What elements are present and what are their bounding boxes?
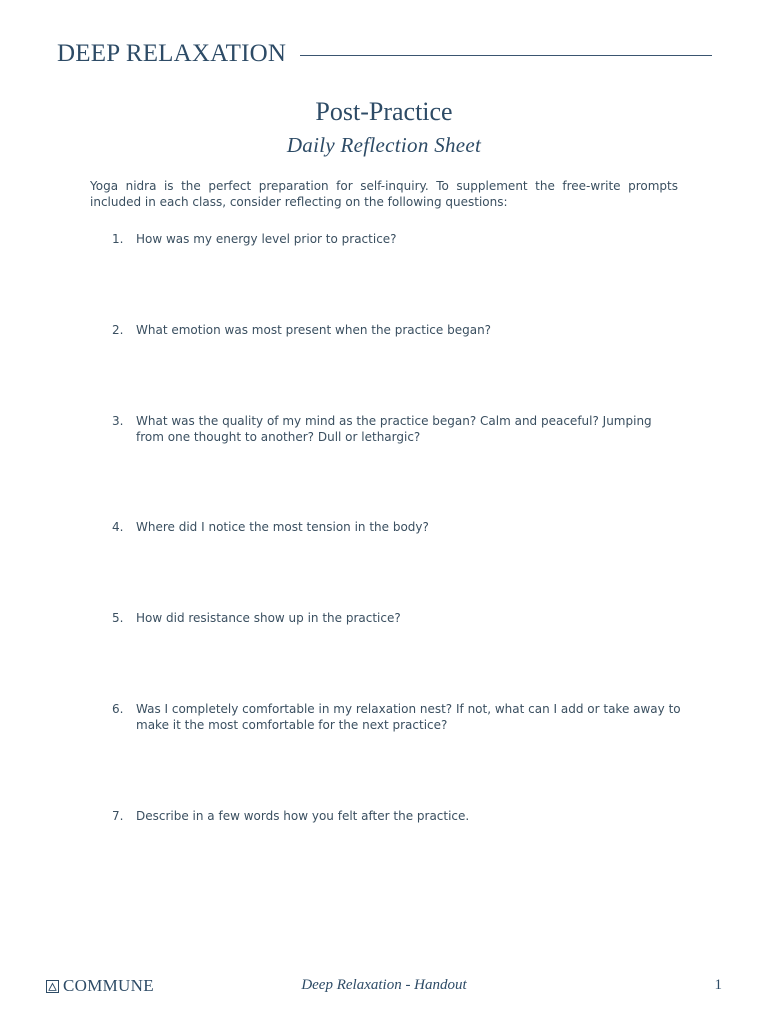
question-text: Describe in a few words how you felt after the practice. <box>136 809 470 823</box>
question-item <box>112 413 682 445</box>
question-number: 4. <box>112 520 124 534</box>
intro-paragraph: Yoga nidra is the perfect preparation for self-inquiry. To supplement the free-write prompts included in each class, consider reflecting on the following questions: <box>90 179 678 209</box>
question-item <box>112 322 682 338</box>
header-title: DEEP RELAXATION <box>57 40 287 67</box>
question-number: 7. <box>112 809 124 823</box>
question-number: 1. <box>112 232 124 246</box>
question-number: 3. <box>112 414 124 428</box>
page-subtitle: Daily Reflection Sheet <box>286 133 482 157</box>
question-item <box>112 701 682 733</box>
question-item <box>112 231 682 247</box>
question-item <box>112 808 682 824</box>
page-header <box>57 38 712 70</box>
question-item <box>112 610 682 626</box>
question-number: 5. <box>112 611 124 625</box>
header-rule <box>300 55 712 56</box>
question-number: 6. <box>112 702 124 716</box>
question-text: What emotion was most present when the practice began? <box>136 323 492 337</box>
question-item <box>112 519 682 535</box>
question-number: 2. <box>112 323 124 337</box>
question-text: What was the quality of my mind as the practice began? Calm and peaceful? Jumping from one thought to another? Dull or lethargic? <box>136 414 652 444</box>
page-title: Post-Practice <box>315 97 453 126</box>
question-text: How did resistance show up in the practice? <box>136 611 401 625</box>
question-text: Where did I notice the most tension in the body? <box>136 520 429 534</box>
question-text: Was I completely comfortable in my relaxation nest? If not, what can I add or take away to make it the most comfortable for the next practice? <box>136 702 681 732</box>
logo-text: COMMUNE <box>63 976 154 995</box>
question-text: How was my energy level prior to practice? <box>136 232 397 246</box>
footer-title: Deep Relaxation - Handout <box>301 977 467 993</box>
page-number: 1 <box>714 977 722 993</box>
